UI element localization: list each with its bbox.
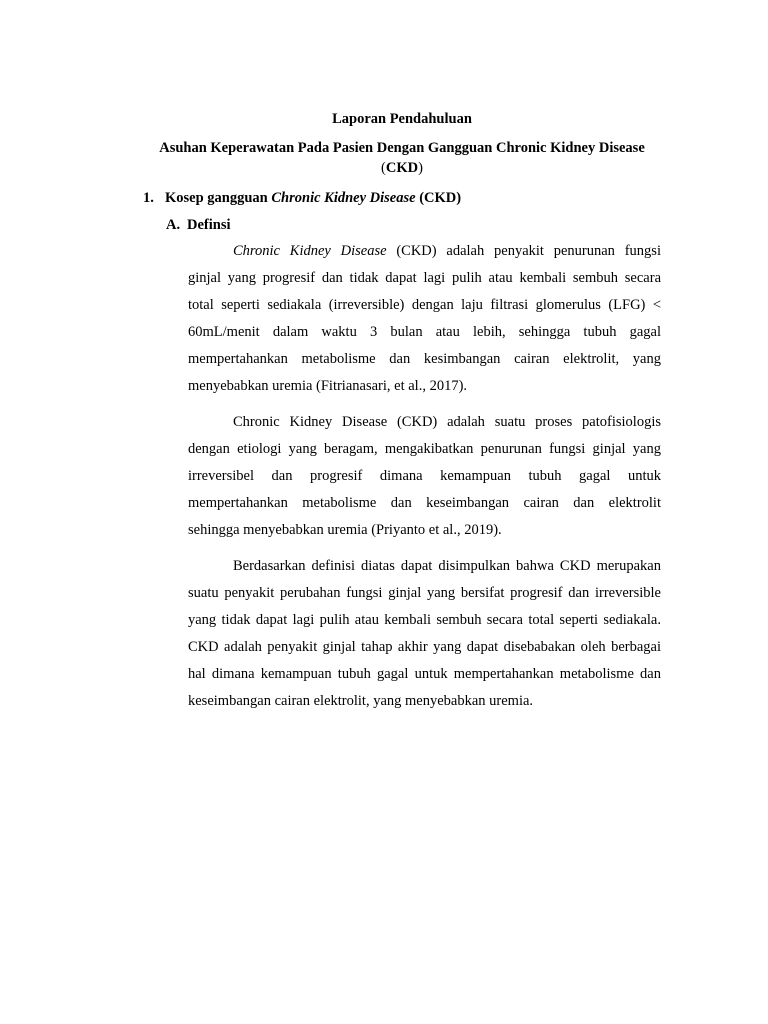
paragraph-2-line: dengan etiologi yang beragam, mengakibatkan penurunan fungsi ginjal yang (188, 441, 661, 457)
subtitle-paren-close: ) (418, 160, 423, 176)
paragraph-2-line: Chronic Kidney Disease (CKD) adalah suatu proses patofisiologis (233, 414, 661, 430)
paragraph-3-line: hal dimana kemampuan tubuh gagal untuk mempertahankan metabolisme dan (188, 666, 661, 682)
section-1-label-suffix: (CKD) (415, 190, 462, 206)
paragraph-3 (188, 553, 661, 715)
section-1-number: 1. (143, 190, 154, 206)
section-1-heading (143, 188, 461, 208)
subsection-a-letter: A. (166, 217, 181, 233)
paragraph-1-line: mempertahankan metabolisme dan kesimbangan cairan elektrolit, yang (188, 351, 661, 367)
paragraph-1 (188, 238, 661, 400)
paragraph-2-line: mempertahankan metabolisme dan keseimbangan cairan dan elektrolit (188, 495, 661, 511)
subtitle-ckd: CKD (385, 160, 419, 176)
section-1-label-italic: Chronic Kidney Disease (271, 190, 416, 206)
subsection-a-label: Definsi (187, 217, 231, 233)
paragraph-1-line: 60mL/menit dalam waktu 3 bulan atau lebih, sehingga tubuh gagal (188, 324, 661, 340)
paragraph-1-line-1 (188, 238, 661, 265)
paragraph-1-line: ginjal yang progresif dan tidak dapat lagi pulih atau kembali sembuh secara (188, 270, 661, 286)
subtitle-main-text: Asuhan Keperawatan Pada Pasien Dengan Gangguan Chronic Kidney Disease (159, 140, 645, 156)
paragraph-3-line: CKD adalah penyakit ginjal tahap akhir yang dapat disebabakan oleh berbagai (188, 639, 661, 655)
paragraph-1-line: menyebabkan uremia (Fitrianasari, et al., 2017). (188, 378, 468, 394)
paragraph-2 (188, 409, 661, 544)
section-1-label-prefix: Kosep gangguan (165, 190, 272, 206)
paragraph-1-line-1-rest: (CKD) adalah penyakit penurunan fungsi (386, 243, 661, 259)
document-title: Laporan Pendahuluan (332, 111, 472, 127)
paragraph-3-line: yang tidak dapat lagi pulih atau kembali sembuh secara total seperti sediakala. (188, 612, 661, 628)
subsection-a-heading (166, 215, 231, 235)
subtitle-paren-open: ( (381, 160, 386, 176)
paragraph-3-line: keseimbangan cairan elektrolit, yang menyebabkan uremia. (188, 693, 534, 709)
paragraph-3-line: suatu penyakit perubahan fungsi ginjal yang bersifat progresif dan irreversible (188, 585, 661, 601)
document-subtitle (140, 138, 664, 178)
paragraph-2-line: sehingga menyebabkan uremia (Priyanto et al., 2019). (188, 522, 502, 538)
paragraph-1-line: total seperti sediakala (irreversible) dengan laju filtrasi glomerulus (LFG) < (188, 297, 661, 313)
paragraph-3-line: Berdasarkan definisi diatas dapat disimpulkan bahwa CKD merupakan (233, 558, 661, 574)
paragraph-1-italic-term: Chronic Kidney Disease (233, 243, 387, 259)
paragraph-2-line: irreversibel dan progresif dimana kemampuan tubuh gagal untuk (188, 468, 661, 484)
